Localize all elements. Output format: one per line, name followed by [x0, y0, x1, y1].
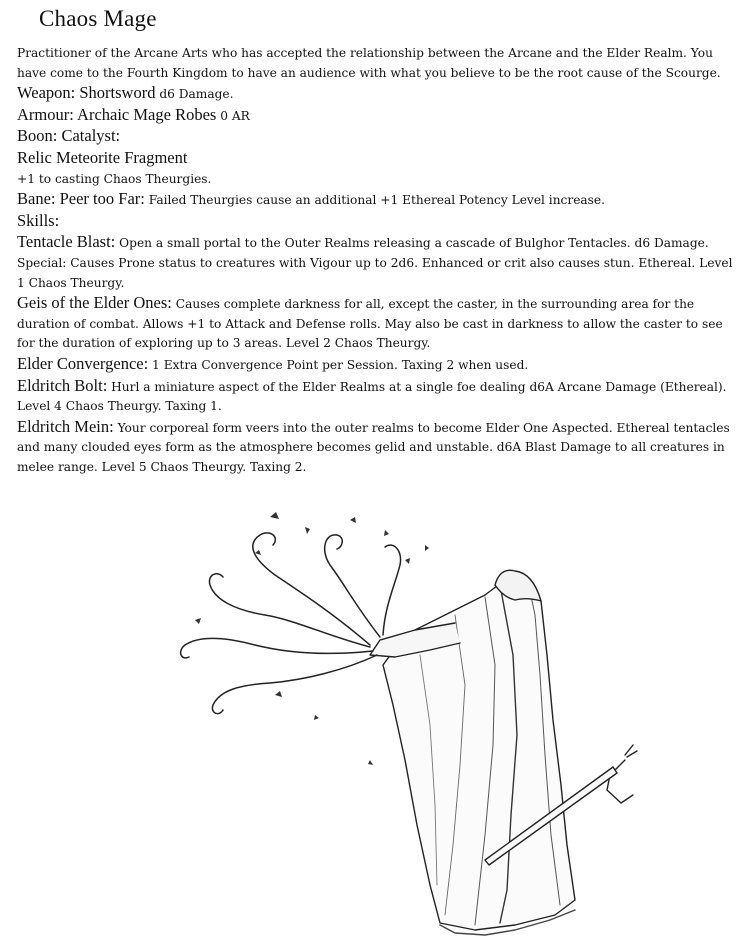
- boon-label: Boon: Catalyst:: [17, 126, 121, 146]
- skill-entry: [17, 232, 739, 293]
- skill-name: Eldritch Mein:: [17, 416, 114, 436]
- skills-label: Skills:: [17, 210, 60, 230]
- weapon-text: d6 Damage.: [155, 87, 234, 102]
- armour-text: 0 AR: [216, 108, 250, 123]
- armour-line: [17, 105, 739, 127]
- bane-line: [17, 189, 739, 211]
- character-description: [17, 44, 739, 477]
- chaos-mage-illustration: [155, 505, 655, 940]
- armour-label: Armour: Archaic Mage Robes: [17, 104, 217, 124]
- boon-item-line: [17, 148, 739, 170]
- skill-name: Geis of the Elder Ones:: [17, 293, 172, 313]
- skill-text: 1 Extra Convergence Point per Session. Taxing 2 when used.: [148, 357, 529, 372]
- tentacles: [181, 533, 401, 714]
- skill-entry: [17, 376, 739, 417]
- robe-outline: [383, 577, 575, 930]
- boon-line: [17, 126, 739, 148]
- skill-text: Causes complete darkness for all, except the caster, in the surrounding area for the duration of combat. Allows +1 to Attack and Defense rolls. May also be cast in darkness to allow the caster to see for the duration of exploring up to 3 areas. Level 2 Chaos Theurgy.: [17, 297, 723, 351]
- skill-name: Elder Convergence:: [17, 353, 149, 373]
- boon-item: Relic Meteorite Fragment: [17, 147, 188, 167]
- skill-entry: [17, 417, 739, 478]
- skills-heading: [17, 211, 739, 233]
- bane-label: Bane: Peer too Far:: [17, 189, 145, 209]
- skill-text: Your corporeal form veers into the outer realms to become Elder One Aspected. Ethereal tentacles and many clouded eyes form as the atmosphere becomes gelid and unstable. d6A Blast Damage to all creatures in melee range. Level 5 Chaos Theurgy. Taxing 2.: [17, 420, 730, 474]
- skill-entry: [17, 293, 739, 354]
- page-title: Chaos Mage: [39, 6, 157, 31]
- skill-name: Tentacle Blast:: [17, 232, 116, 252]
- weapon-line: [17, 83, 739, 105]
- boon-text: +1 to casting Chaos Theurgies.: [17, 171, 212, 186]
- intro-paragraph: Practitioner of the Arcane Arts who has accepted the relationship between the Arcane and the Elder Realm. You have come to the Fourth Kingdom to have an audience with what you believe to be the root cause of the Scourge.: [17, 46, 721, 80]
- skill-text: Open a small portal to the Outer Realms releasing a cascade of Bulghor Tentacles. d6 Damage. Special: Causes Prone status to creatures with Vigour up to 2d6. Enhanced or crit also causes stun. Ethereal. Level 1 Chaos Theurgy.: [17, 236, 733, 290]
- weapon-label: Weapon: Shortsword: [17, 83, 156, 103]
- bane-text: Failed Theurgies cause an additional +1 Ethereal Potency Level increase.: [144, 193, 606, 208]
- skill-entry: [17, 354, 739, 376]
- skill-name: Eldritch Bolt:: [17, 375, 108, 395]
- skill-text: Hurl a miniature aspect of the Elder Realms at a single foe dealing d6A Arcane Damage (Ethereal). Level 4 Chaos Theurgy. Taxing 1.: [17, 379, 727, 414]
